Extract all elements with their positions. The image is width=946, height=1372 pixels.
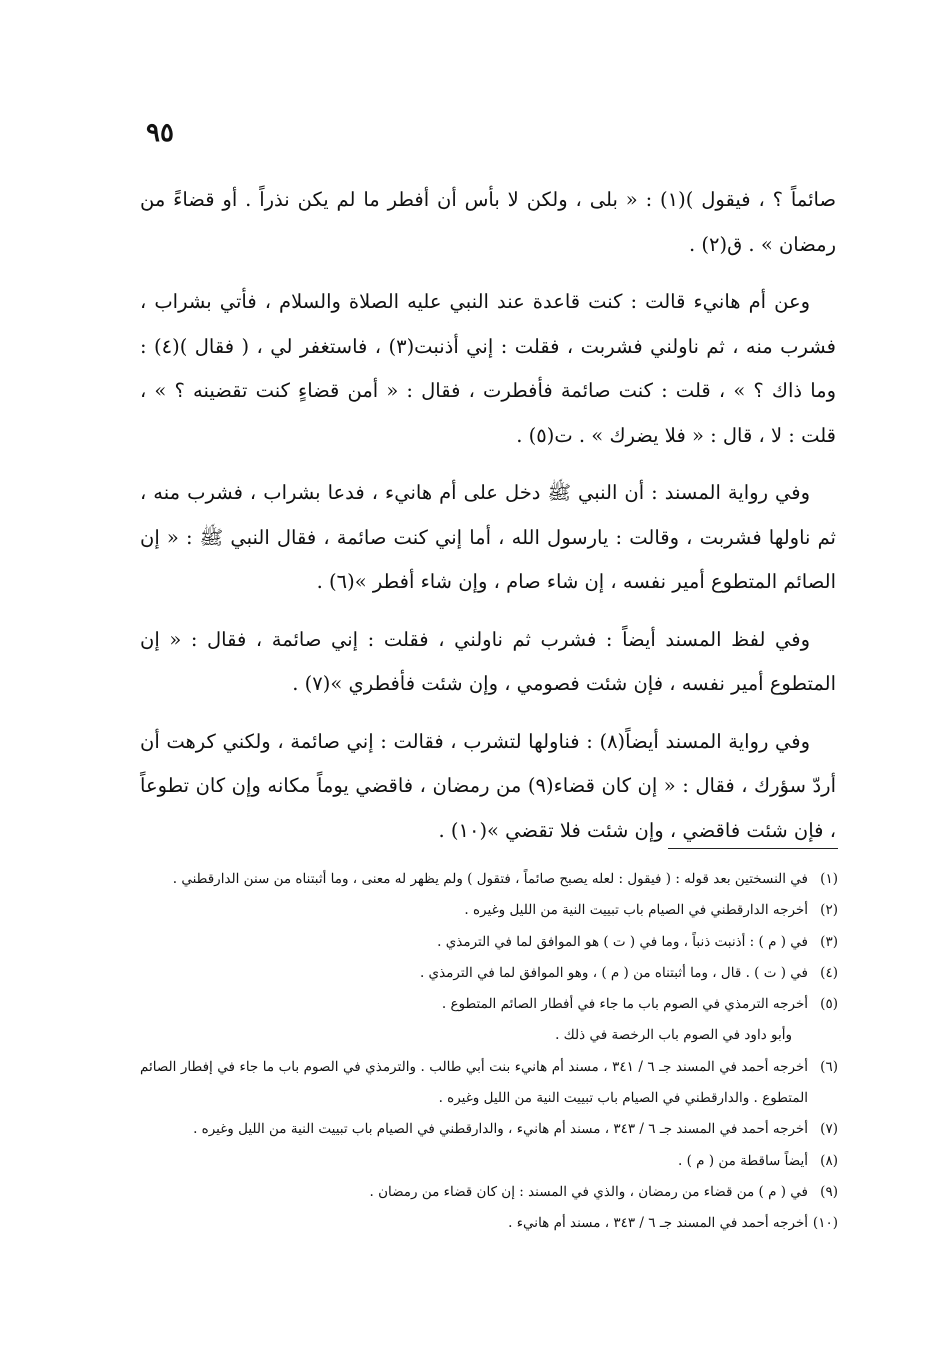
footnote-7 bbox=[140, 1114, 838, 1145]
footnote-text: أيضاً ساقطة من ( م ) . bbox=[678, 1152, 808, 1169]
footnote-5-continued bbox=[140, 1020, 838, 1051]
footnote-text: أخرجه الدارقطني في الصيام باب تبييت النية من الليل وغيره . bbox=[464, 902, 808, 919]
footnote-text: أخرجه الترمذي في الصوم باب ما جاء في أفطار الصائم المتطوع . bbox=[441, 996, 808, 1013]
paragraph-4: وفي لفظ المسند أيضاً : فشرب ثم ناولني ، فقلت : إني صائمة ، فقال : « إن المتطوع أمير نفسه ، فإن شئت فصومي ، وإن شئت فأفطري »(٧) . bbox=[140, 627, 836, 695]
footnote-number: (٦) bbox=[820, 1058, 838, 1075]
paragraph-1: صائماً ؟ ، فيقول )(١) : « بلى ، ولكن لا بأس أن أفطر ما لم يكن نذراً . أو قضاءً من رمضان » . ق(٢) . bbox=[140, 188, 837, 256]
footnote-3 bbox=[140, 927, 838, 958]
footnotes bbox=[140, 864, 838, 1240]
main-text bbox=[140, 178, 836, 866]
footnote-separator bbox=[668, 848, 838, 849]
page-number: ٩٥ bbox=[146, 118, 174, 148]
footnote-text: أخرجه أحمد في المسند جـ ٦ / ٣٤١ ، مسند أم هانيء بنت أبي طالب . والترمذي في الصوم باب ما جاء في إفطار الصائم المتطوع . والدارقطني في الصيام باب تبييت النية من الليل وغيره . bbox=[140, 1058, 808, 1107]
footnote-8 bbox=[140, 1146, 838, 1177]
footnote-text: أخرجه أحمد في المسند جـ ٦ / ٣٤٣ ، مسند أم هانيء ، والدارقطني في الصيام باب تبييت النية من الليل وغيره . bbox=[193, 1121, 808, 1138]
footnote-9 bbox=[140, 1177, 838, 1208]
footnote-text: في النسختين بعد قوله : ( فيقول : لعله يصبح صائماً ، فتقول ) ولم يظهر له معنى ، وما أثبتناه من سنن الدارقطني . bbox=[172, 871, 808, 887]
footnote-text: أخرجه أحمد في المسند جـ ٦ / ٣٤٣ ، مسند أم هانيء . bbox=[508, 1215, 808, 1232]
footnote-text: في ( ت ) . قال ، وما أثبتناه من ( م ) ، وهو الموافق لما في الترمذي . bbox=[419, 964, 808, 981]
paragraph-3: وفي رواية المسند : أن النبي ﷺ دخل على أم هانيء ، فدعا بشراب ، فشرب منه ، ثم ناولها فشربت ، وقالت : يارسول الله ، أما إني كنت صائمة ، فقال النبي ﷺ : « إن الصائم المتطوع أمير نفسه ، إن شاء صام ، وإن شاء أفطر »(٦) . bbox=[140, 481, 836, 593]
footnote-number: (٨) bbox=[820, 1152, 838, 1169]
footnote-2 bbox=[140, 895, 838, 926]
footnote-number: (١٠) bbox=[812, 1215, 838, 1232]
footnote-text: في ( م ) من قضاء من رمضان ، والذي في المسند : إن كان قضاء من رمضان . bbox=[369, 1183, 808, 1200]
footnote-text: في ( م ) : أذنبت ذنباً ، وما في ( ت ) هو الموافق لما في الترمذي . bbox=[437, 933, 808, 950]
footnote-number: (٥) bbox=[820, 996, 838, 1013]
footnote-text: وأبو داود في الصوم باب الرخصة في ذلك . bbox=[555, 1027, 792, 1044]
footnote-number: (٧) bbox=[820, 1121, 838, 1138]
footnote-1 bbox=[140, 864, 838, 895]
footnote-number: (٩) bbox=[820, 1183, 838, 1200]
footnote-10 bbox=[140, 1208, 838, 1239]
footnote-5 bbox=[140, 989, 838, 1020]
footnote-number: (٢) bbox=[820, 902, 838, 919]
footnote-number: (٣) bbox=[820, 933, 838, 950]
paragraph-5: وفي رواية المسند أيضاً(٨) : فناولها لتشرب ، فقالت : إني صائمة ، ولكني كرهت أن أردّ سؤرك ، فقال : « إن كان قضاء(٩) من رمضان ، فاقضي يوماً مكانه وإن كان تطوعاً ، فإن شئت فاقضي ، وإن شئت فلا تقضي »(١٠) . bbox=[140, 729, 836, 842]
footnote-number: (٤) bbox=[820, 964, 838, 981]
footnote-4 bbox=[140, 958, 838, 989]
footnote-number: (١) bbox=[820, 871, 838, 887]
paragraph-2: وعن أم هانيء قالت : كنت قاعدة عند النبي عليه الصلاة والسلام ، فأتي بشراب ، فشرب منه ، ثم ناولني فشربت ، فقلت : إني أذنبت(٣) ، فاستغفر لي ، ( فقال )(٤) : وما ذاك ؟ » ، قلت : كنت صائمة فأفطرت ، فقال : « أمن قضاءٍ كنت تقضينه ؟ » ، قلت : لا ، قال : « فلا يضرك » . ت(٥) . bbox=[140, 290, 836, 447]
footnote-6 bbox=[140, 1052, 838, 1115]
